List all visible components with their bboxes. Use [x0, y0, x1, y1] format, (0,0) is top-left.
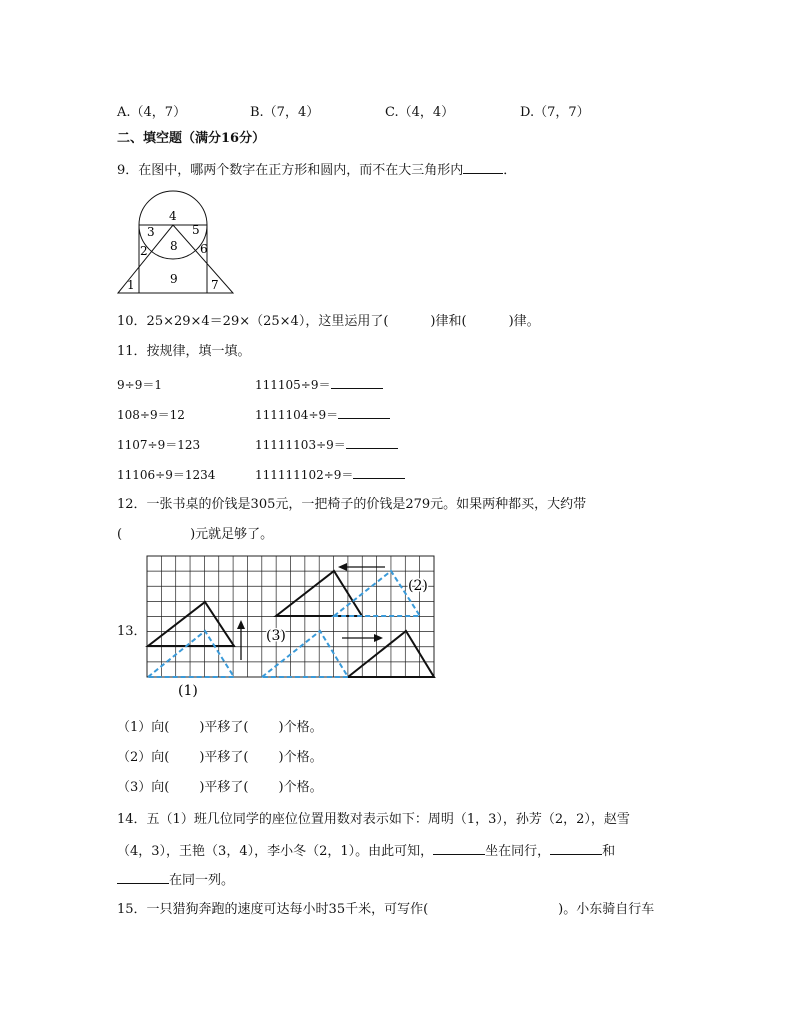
question-12-line1: 12．一张书桌的价钱是305元，一把椅子的价钱是279元。如果两种都买，大约带 [117, 497, 587, 512]
answer-blank[interactable] [463, 161, 503, 174]
fig-num-8: 8 [170, 239, 178, 253]
pattern-right-1: 111105÷9＝ [255, 376, 383, 393]
answer-blank[interactable] [346, 436, 398, 449]
pattern-right-3: 11111103÷9＝ [255, 436, 398, 453]
question-9-text: 9．在图中，哪两个数字在正方形和圆内，而不在大三角形内 [117, 163, 464, 178]
option-a[interactable]: A.（4，7） [117, 105, 187, 120]
fig-num-1: 1 [127, 278, 135, 292]
question-14-line3: 在同一列。 [117, 871, 234, 890]
arrow-up-head [237, 620, 245, 629]
section-title: 二、填空题（满分16分） [117, 131, 266, 146]
fig-num-3: 3 [147, 225, 155, 239]
question-11-title: 11．按规律，填一填。 [117, 344, 251, 359]
arrow-left-head [338, 563, 347, 571]
fig-num-4: 4 [169, 209, 177, 223]
arrow-right-head [374, 634, 383, 642]
fig-num-6: 6 [200, 242, 208, 256]
question-10 [117, 313, 540, 331]
fig-num-5: 5 [192, 223, 200, 237]
option-c[interactable]: C.（4，4） [385, 105, 455, 120]
solid-triangle-1 [148, 602, 234, 646]
q10-part3: )律。 [508, 314, 540, 329]
translation-grid-figure [140, 550, 440, 705]
answer-blank[interactable] [117, 871, 169, 884]
q13-row-2: （2）向( )平移了( )个格。 [117, 750, 323, 765]
fig-num-7: 7 [211, 278, 219, 292]
fig-num-9: 9 [170, 272, 178, 286]
answer-blank[interactable] [338, 406, 390, 419]
question-12-line2: ( )元就足够了。 [117, 527, 274, 542]
fig-label-2: (2) [408, 578, 428, 594]
pattern-left-1: 9÷9＝1 [117, 378, 162, 392]
q10-part1: 10．25×29×4＝29×（25×4），这里运用了( [117, 314, 389, 329]
pattern-left-2: 108÷9＝12 [117, 408, 185, 422]
pattern-right-2: 1111104÷9＝ [255, 406, 390, 423]
answer-blank[interactable] [433, 842, 485, 855]
question-9 [117, 161, 516, 180]
question-14-line1: 14．五（1）班几位同学的座位位置用数对表示如下：周明（1，3），孙芳（2，2），赵雪 [117, 812, 630, 827]
option-b[interactable]: B.（7，4） [250, 105, 320, 120]
pattern-left-3: 1107÷9＝123 [117, 438, 201, 452]
q13-row-3: （3）向( )平移了( )个格。 [117, 780, 323, 795]
fig-label-1: (1) [178, 683, 198, 699]
question-15: 15．一只猎狗奔跑的速度可达每小时35千米，可写作( )。小东骑自行车 [117, 902, 655, 917]
q13-row-1: （1）向( )平移了( )个格。 [117, 720, 323, 735]
question-13-label: 13． [117, 624, 147, 639]
dashed-triangle-1 [148, 631, 234, 677]
answer-blank[interactable] [353, 466, 405, 479]
fig-num-2: 2 [140, 244, 148, 258]
pattern-left-4: 11106÷9＝1234 [117, 468, 216, 482]
pattern-right-4: 111111102÷9＝ [255, 466, 405, 483]
fig-label-3: (3) [266, 628, 286, 644]
answer-blank[interactable] [331, 376, 383, 389]
option-d[interactable]: D.（7，7） [520, 105, 590, 120]
q9-figure [115, 183, 240, 298]
answer-blank[interactable] [550, 842, 602, 855]
q10-part2: )律和( [430, 314, 467, 329]
question-14-line2: （4，3），王艳（3，4），李小冬（2，1）。由此可知， 坐在同行， 和 [117, 844, 616, 859]
question-9-end: ． [503, 163, 517, 178]
